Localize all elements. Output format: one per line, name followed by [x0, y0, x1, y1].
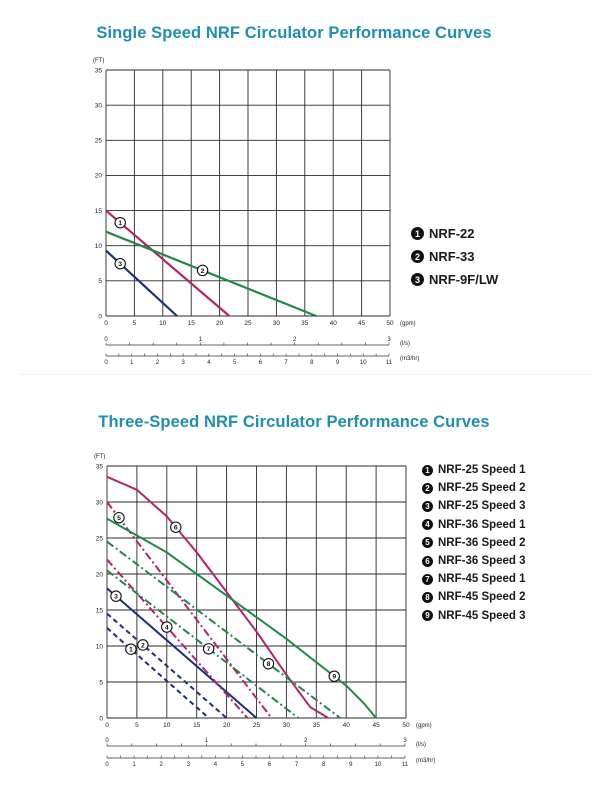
legend-label: NRF-9F/LW: [429, 272, 499, 287]
secondary-axis-tick-label: 7: [284, 360, 288, 366]
legend-label: NRF-36 Speed 1: [438, 518, 526, 531]
chart-2-legend: [422, 461, 526, 625]
x-tick-label: 0: [105, 722, 109, 729]
legend-label: NRF-45 Speed 2: [438, 591, 526, 604]
secondary-axis-tick-label: 8: [322, 762, 326, 768]
legend-badge: 4: [422, 519, 433, 530]
y-tick-label: 35: [94, 67, 102, 75]
x-tick-label: 20: [222, 722, 231, 729]
secondary-axis-tick-label: 10: [374, 762, 382, 768]
legend-label: NRF-36 Speed 2: [438, 536, 526, 549]
secondary-axis-tick-label: 0: [105, 762, 109, 768]
secondary-axis-tick-label: 1: [198, 337, 203, 343]
secondary-axis-unit: (l/s): [400, 341, 410, 347]
x-tick-label: 5: [132, 320, 137, 327]
secondary-axis-tick-label: 0: [105, 738, 109, 744]
x-tick-label: 50: [386, 320, 394, 327]
y-tick-label: 0: [99, 715, 103, 723]
x-tick-label: 45: [372, 722, 380, 729]
secondary-axis-unit: (m3/hr): [400, 356, 420, 362]
secondary-axis-tick-label: 10: [359, 360, 367, 366]
secondary-axis-tick-label: 7: [294, 762, 299, 768]
secondary-axis-tick-label: 2: [292, 337, 297, 343]
series-line-7: [107, 570, 298, 718]
y-tick-label: 15: [94, 207, 102, 215]
series-marker-number: 9: [332, 673, 337, 681]
y-axis-unit: (FT): [93, 58, 105, 64]
x-tick-label: 45: [357, 320, 366, 327]
secondary-axis-unit: (l/s): [416, 742, 426, 748]
y-tick-label: 30: [94, 102, 102, 110]
chart-2-title: Three-Speed NRF Circulator Performance Curves: [98, 413, 490, 431]
legend-badge: 1: [411, 227, 424, 240]
series-marker-number: 6: [173, 524, 178, 532]
series-marker-number: 5: [117, 515, 121, 523]
series-marker-number: 3: [114, 593, 118, 601]
legend-entry-3: [411, 268, 498, 291]
secondary-axis-tick-label: 11: [401, 762, 409, 768]
legend-entry-6: [422, 552, 526, 570]
legend-entry-4: [422, 516, 526, 534]
legend-badge: 3: [411, 273, 424, 286]
x-tick-label: 25: [252, 722, 261, 729]
secondary-axis-tick-label: 6: [267, 762, 272, 768]
legend-label: NRF-25 Speed 1: [438, 464, 526, 477]
x-tick-label: 10: [163, 722, 171, 729]
secondary-axis-tick-label: 8: [310, 360, 314, 366]
y-tick-label: 10: [95, 643, 103, 651]
chart-1-plot: [93, 58, 419, 366]
secondary-axis-tick-label: 1: [130, 360, 134, 366]
y-tick-label: 25: [94, 137, 102, 145]
legend-entry-7: [422, 570, 526, 588]
legend-entry-3: [422, 497, 526, 515]
legend-badge: 5: [422, 537, 433, 548]
secondary-axis-tick-label: 0: [104, 337, 108, 343]
secondary-axis-tick-label: 1: [204, 738, 209, 744]
secondary-axis-unit: (m3/hr): [416, 758, 436, 764]
y-axis-unit: (FT): [94, 454, 106, 460]
x-tick-label: 0: [104, 320, 108, 327]
x-tick-label: 15: [187, 320, 195, 327]
x-tick-label: 20: [215, 320, 224, 327]
x-tick-label: 30: [282, 722, 291, 729]
x-tick-label: 15: [193, 722, 201, 729]
secondary-axis-tick-label: 2: [155, 360, 160, 366]
x-tick-label: 10: [159, 320, 167, 327]
legend-entry-8: [422, 588, 526, 606]
secondary-axis-tick-label: 2: [303, 738, 308, 744]
legend-badge: 6: [422, 556, 433, 567]
series-marker-number: 3: [118, 261, 123, 269]
chart-2-plot: [94, 454, 435, 768]
legend-badge: 8: [422, 592, 433, 603]
legend-badge: 1: [422, 465, 433, 476]
y-tick-label: 30: [95, 499, 103, 507]
legend-badge: 7: [422, 574, 433, 585]
legend-badge: 3: [422, 501, 433, 512]
secondary-axis-tick-label: 3: [387, 337, 391, 343]
legend-entry-2: [422, 479, 526, 497]
secondary-axis-tick-label: 2: [159, 762, 163, 768]
legend-label: NRF-45 Speed 1: [438, 573, 526, 586]
series-marker-number: 7: [206, 646, 211, 654]
secondary-axis-tick-label: 6: [258, 360, 263, 366]
legend-entry-5: [422, 534, 526, 552]
x-axis-unit: (gpm): [416, 723, 432, 729]
secondary-axis-tick-label: 3: [181, 360, 185, 366]
x-tick-label: 35: [312, 722, 320, 729]
series-marker-number: 1: [118, 220, 123, 228]
series-line-1: [107, 628, 209, 718]
secondary-axis-tick-label: 1: [132, 762, 136, 768]
y-tick-label: 15: [95, 607, 103, 615]
secondary-axis-tick-label: 9: [335, 360, 340, 366]
x-tick-label: 25: [244, 320, 252, 327]
chart-1-title: Single Speed NRF Circulator Performance Curves: [96, 24, 492, 42]
x-tick-label: 50: [402, 722, 410, 729]
legend-label: NRF-25 Speed 2: [438, 482, 526, 495]
legend-entry-1: [422, 461, 526, 479]
legend-label: NRF-22: [429, 226, 475, 241]
y-tick-label: 35: [95, 463, 103, 471]
legend-badge: 2: [422, 483, 433, 494]
legend-label: NRF-36 Speed 3: [438, 555, 526, 568]
secondary-axis-tick-label: 0: [104, 360, 108, 366]
legend-label: NRF-45 Speed 3: [438, 609, 526, 622]
series-marker-number: 8: [266, 661, 271, 669]
chart-1-legend: [411, 222, 498, 291]
secondary-axis-tick-label: 3: [186, 762, 190, 768]
legend-entry-1: [411, 222, 498, 245]
y-tick-label: 20: [94, 172, 102, 180]
y-tick-label: 20: [95, 571, 103, 579]
legend-entry-2: [411, 245, 498, 268]
x-tick-label: 35: [301, 320, 309, 327]
series-marker-number: 4: [164, 624, 169, 632]
y-tick-label: 5: [98, 278, 102, 286]
secondary-axis-tick-label: 5: [240, 762, 245, 768]
legend-entry-9: [422, 607, 526, 625]
series-line-2: [106, 232, 316, 316]
series-line-9: [107, 519, 376, 718]
secondary-axis-tick-label: 4: [213, 762, 218, 768]
series-marker-number: 1: [129, 646, 133, 654]
x-tick-label: 40: [329, 320, 337, 327]
y-tick-label: 10: [94, 243, 102, 251]
x-tick-label: 30: [272, 320, 281, 327]
secondary-axis-tick-label: 5: [232, 360, 237, 366]
x-axis-unit: (gpm): [400, 321, 416, 327]
legend-badge: 9: [422, 610, 433, 621]
legend-label: NRF-25 Speed 3: [438, 500, 526, 513]
series-marker-number: 2: [200, 267, 205, 275]
series-marker-number: 2: [140, 642, 145, 650]
legend-badge: 2: [411, 250, 424, 263]
y-tick-label: 0: [98, 313, 102, 321]
legend-label: NRF-33: [429, 249, 475, 264]
x-tick-label: 5: [135, 722, 139, 729]
x-tick-label: 40: [342, 722, 350, 729]
secondary-axis-tick-label: 4: [207, 360, 211, 366]
secondary-axis-tick-label: 11: [385, 360, 393, 366]
secondary-axis-tick-label: 3: [403, 738, 407, 744]
y-tick-label: 25: [95, 535, 103, 543]
y-tick-label: 5: [99, 679, 103, 687]
secondary-axis-tick-label: 9: [349, 762, 353, 768]
